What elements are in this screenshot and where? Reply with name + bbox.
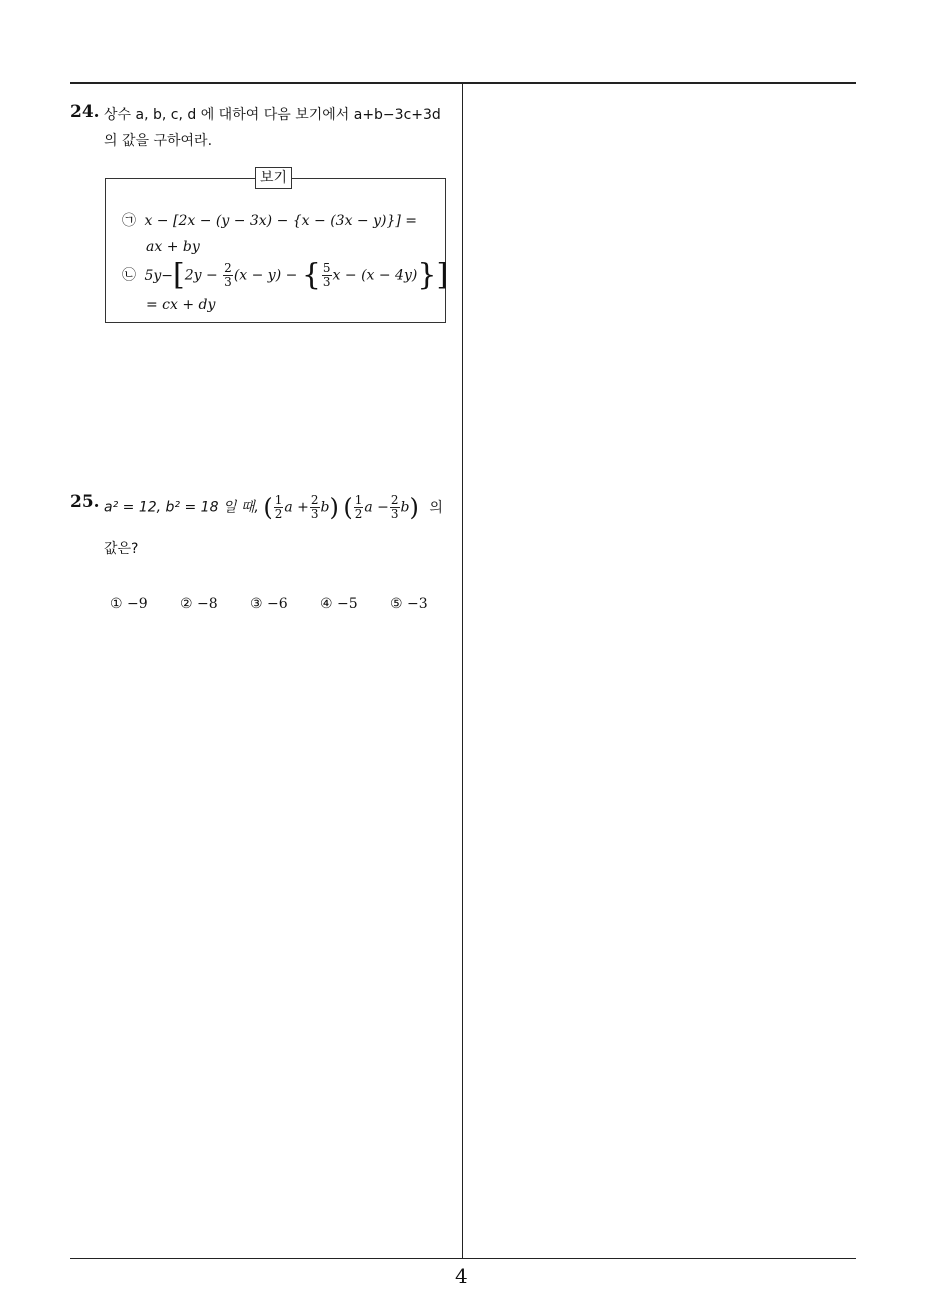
fraction-1-2-a: $\frac{1}{2}$	[274, 493, 283, 521]
fraction-1-2-b: $\frac{1}{2}$	[354, 493, 363, 521]
q25-mid2: a −	[364, 499, 389, 516]
item-2-prefix: 5y−	[144, 267, 173, 284]
item-2-part-c: x − (x − 4y)	[332, 267, 418, 284]
choice-3[interactable]: ③ −6	[250, 596, 288, 612]
question-25-number: 25.	[70, 492, 100, 512]
q25-mid1: a +	[284, 499, 309, 516]
item-2-part-b: (x − y) −	[233, 267, 298, 284]
bogi-label: 보기	[255, 167, 292, 189]
choice-2[interactable]: ② −8	[180, 596, 218, 612]
answer-choices	[110, 591, 450, 617]
q25-text-a: a² = 12, b² = 18 일 때,	[104, 499, 259, 516]
bogi-item-2	[122, 257, 449, 293]
choice-5[interactable]: ⑤ −3	[390, 596, 428, 612]
fraction-2-3: $\frac{2}{3}$	[224, 261, 232, 289]
question-25-text-line2: 값은?	[104, 541, 139, 557]
right-brace: }	[417, 257, 437, 293]
item-2-marker: ㉡	[122, 267, 136, 284]
q25-end1: b	[320, 499, 330, 516]
left-brace: {	[301, 257, 321, 293]
item-2-part-a: 2y −	[184, 267, 218, 284]
item-1-marker: ㉠	[122, 213, 136, 229]
item-1-line2: ax + by	[146, 239, 200, 255]
choice-1[interactable]: ① −9	[110, 596, 148, 612]
left-bracket: [	[173, 257, 185, 293]
column-divider	[462, 83, 463, 1259]
paren-close-2: )	[409, 493, 419, 522]
page-number: 4	[455, 1264, 468, 1288]
item-2-line2: = cx + dy	[146, 297, 216, 313]
bogi-item-1	[122, 208, 417, 234]
question-24-text-line1: 상수 a, b, c, d 에 대하여 다음 보기에서 a+b−3c+3d	[104, 107, 441, 123]
bottom-rule	[70, 1258, 856, 1259]
paren-close-1: )	[329, 493, 339, 522]
paren-open-1: (	[263, 493, 273, 522]
question-25-expression	[104, 494, 443, 521]
q25-text-b: 의	[429, 499, 443, 516]
right-bracket: ]	[436, 257, 449, 293]
item-1-line1: x − [2x − (y − 3x) − {x − (3x − y)}] =	[144, 213, 418, 229]
choice-4[interactable]: ④ −5	[320, 596, 358, 612]
question-24-number: 24.	[70, 102, 100, 122]
fraction-2-3-a: $\frac{2}{3}$	[310, 493, 319, 521]
fraction-2-3-b: $\frac{2}{3}$	[390, 493, 399, 521]
fraction-5-3: $\frac{5}{3}$	[322, 261, 331, 289]
top-rule	[70, 82, 856, 84]
question-24-text-line2: 의 값을 구하여라.	[104, 133, 213, 149]
paren-open-2: (	[343, 493, 353, 522]
q25-end2: b	[400, 499, 410, 516]
